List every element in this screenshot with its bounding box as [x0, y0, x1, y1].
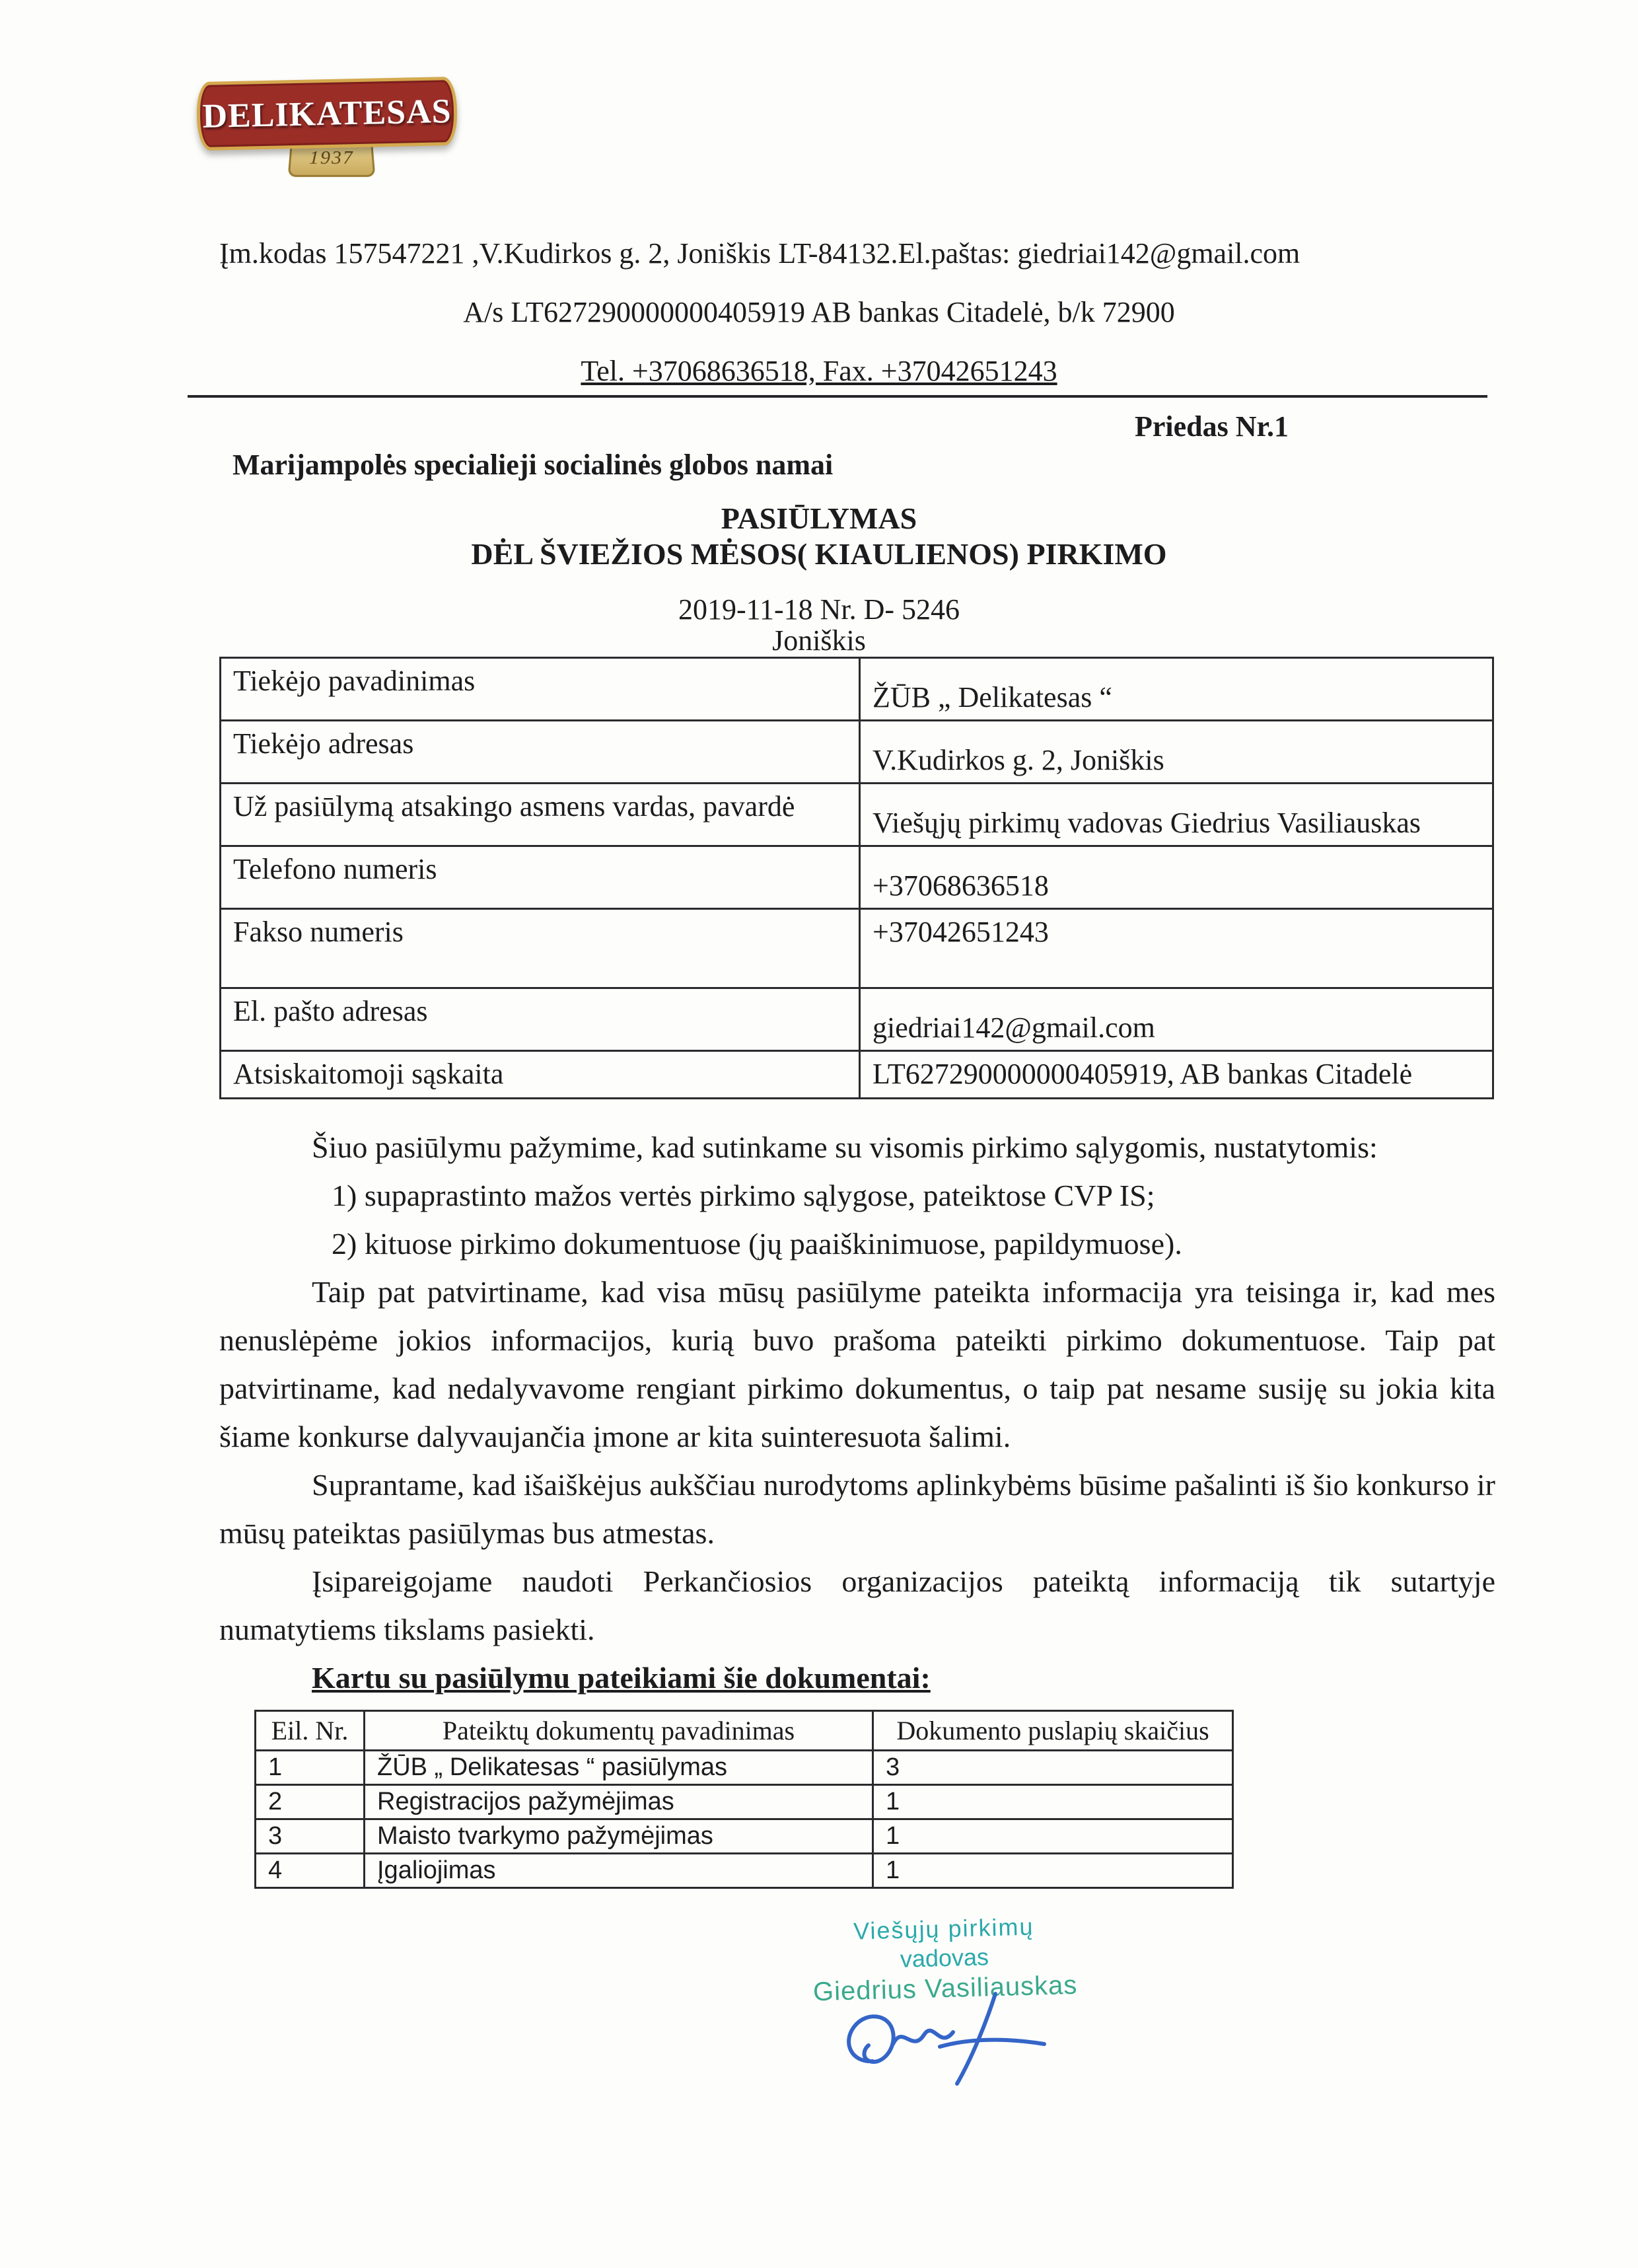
document-subtitle: DĖL ŠVIEŽIOS MĖSOS( KIAULIENOS) PIRKIMO — [471, 537, 1167, 571]
doc-pages-cell: 1 — [873, 1819, 1233, 1854]
letterhead-company-line: Įm.kodas 157547221 ,V.Kudirkos g. 2, Joniškis LT-84132.El.paštas: giedriai142@gmail.com — [219, 237, 1300, 270]
info-row — [221, 658, 1493, 721]
doc-title-cell: Maisto tvarkymo pažymėjimas — [365, 1819, 873, 1854]
info-label-cell: El. pašto adresas — [221, 988, 860, 1051]
info-label-cell: Fakso numeris — [221, 909, 860, 988]
docs-col-header-pages: Dokumento puslapių skaičius — [873, 1711, 1233, 1751]
info-label-cell: Už pasiūlymą atsakingo asmens vardas, pavardė — [221, 784, 860, 846]
letterhead-bank-line: A/s LT627290000000405919 AB bankas Citadelė, b/k 72900 — [463, 296, 1175, 328]
info-value-cell: giedriai142@gmail.com — [860, 988, 1493, 1051]
doc-title-cell: Registracijos pažymėjimas — [365, 1785, 873, 1819]
doc-pages-cell: 1 — [873, 1854, 1233, 1888]
body-text-block — [219, 1123, 1495, 1702]
letterhead-contacts-line: Tel. +37068636518, Fax. +37042651243 — [581, 355, 1057, 387]
info-label-cell: Atsiskaitomoji sąskaita — [221, 1051, 860, 1099]
stamp-signer-name: Giedrius Vasiliauskas — [812, 1970, 1078, 2007]
info-label-cell: Telefono numeris — [221, 846, 860, 909]
list-item-1: 1) supaprastinto mažos vertės pirkimo sąlygose, pateiktose CVP IS; — [332, 1179, 1155, 1212]
date-number-line: 2019-11-18 Nr. D- 5246 — [678, 593, 960, 626]
list-item-2: 2) kituose pirkimo dokumentuose (jų paaiškinimuose, papildymuose). — [332, 1227, 1182, 1261]
delikatesas-logo — [197, 71, 468, 203]
stamp-role-line-2: vadovas — [900, 1943, 989, 1973]
info-label-cell: Tiekėjo adresas — [221, 721, 860, 784]
annex-label: Priedas Nr.1 — [1135, 410, 1289, 443]
docs-col-header-title: Pateiktų dokumentų pavadinimas — [365, 1711, 873, 1751]
supplier-info-table — [219, 657, 1494, 1099]
info-value-cell: +37068636518 — [860, 846, 1493, 909]
doc-nr-cell: 3 — [256, 1819, 365, 1854]
doc-nr-cell: 2 — [256, 1785, 365, 1819]
place-line: Joniškis — [772, 624, 866, 657]
info-value-cell: V.Kudirkos g. 2, Joniškis — [860, 721, 1493, 784]
docs-header-row — [256, 1711, 1233, 1751]
info-row — [221, 988, 1493, 1051]
doc-nr-cell: 4 — [256, 1854, 365, 1888]
logo-year-text: 1937 — [308, 147, 355, 168]
doc-pages-cell: 1 — [873, 1785, 1233, 1819]
doc-row — [256, 1819, 1233, 1854]
info-row — [221, 721, 1493, 784]
doc-title-cell: Įgaliojimas — [365, 1854, 873, 1888]
paragraph-intro: Šiuo pasiūlymu pažymime, kad sutinkame su visomis pirkimo sąlygomis, nustatytomis: — [312, 1130, 1378, 1164]
document-title: PASIŪLYMAS — [721, 501, 917, 535]
paragraph-confirmation: Taip pat patvirtiname, kad visa mūsų pasiūlyme pateikta informacija yra teisinga ir, kad mes nenuslėpėme jokios informacijos, kurią buvo prašoma pateikti pirkimo dokumentuose. Taip pat patvirtiname, kad nedalyvavome rengiant pirkimo dokumentus, o taip pat nesame susiję su jokia kita šiame konkurse dalyvaujančia įmone ar kita suinteresuota šalimi. — [219, 1275, 1495, 1453]
paragraph-commitment: Įsipareigojame naudoti Perkančiosios organizacijos pateiktą informaciją tik sutartyje numatytiems tikslams pasiekti. — [219, 1564, 1495, 1646]
info-value-cell: ŽŪB „ Delikatesas “ — [860, 658, 1493, 721]
info-row — [221, 846, 1493, 909]
doc-nr-cell: 1 — [256, 1751, 365, 1785]
info-label-cell: Tiekėjo pavadinimas — [221, 658, 860, 721]
attached-documents-heading: Kartu su pasiūlymu pateikiami šie dokumentai: — [312, 1661, 931, 1695]
info-row — [221, 909, 1493, 988]
info-value-cell: LT627290000000405919, AB bankas Citadelė — [860, 1051, 1493, 1099]
docs-col-header-nr: Eil. Nr. — [256, 1711, 365, 1751]
paragraph-understanding: Suprantame, kad išaiškėjus aukščiau nurodytoms aplinkybėms būsime pašalinti iš šio konkurso ir mūsų pateiktas pasiūlymas bus atmestas. — [219, 1468, 1495, 1550]
info-row — [221, 1051, 1493, 1099]
attached-documents-table — [254, 1710, 1234, 1889]
letterhead-divider — [188, 395, 1487, 398]
doc-row — [256, 1751, 1233, 1785]
doc-pages-cell: 3 — [873, 1751, 1233, 1785]
info-row — [221, 784, 1493, 846]
doc-row — [256, 1785, 1233, 1819]
stamp-role-line-1: Viešųjų pirkimų — [853, 1913, 1035, 1945]
logo-brand-text: DELIKATESAS — [201, 92, 452, 135]
doc-row — [256, 1854, 1233, 1888]
info-value-cell: +37042651243 — [860, 909, 1493, 988]
doc-title-cell: ŽŪB „ Delikatesas “ pasiūlymas — [365, 1751, 873, 1785]
handwritten-signature — [829, 1987, 1053, 2086]
logo-banner — [196, 77, 458, 151]
info-value-cell: Viešųjų pirkimų vadovas Giedrius Vasiliauskas — [860, 784, 1493, 846]
recipient-name: Marijampolės specialieji socialinės globos namai — [232, 449, 834, 481]
